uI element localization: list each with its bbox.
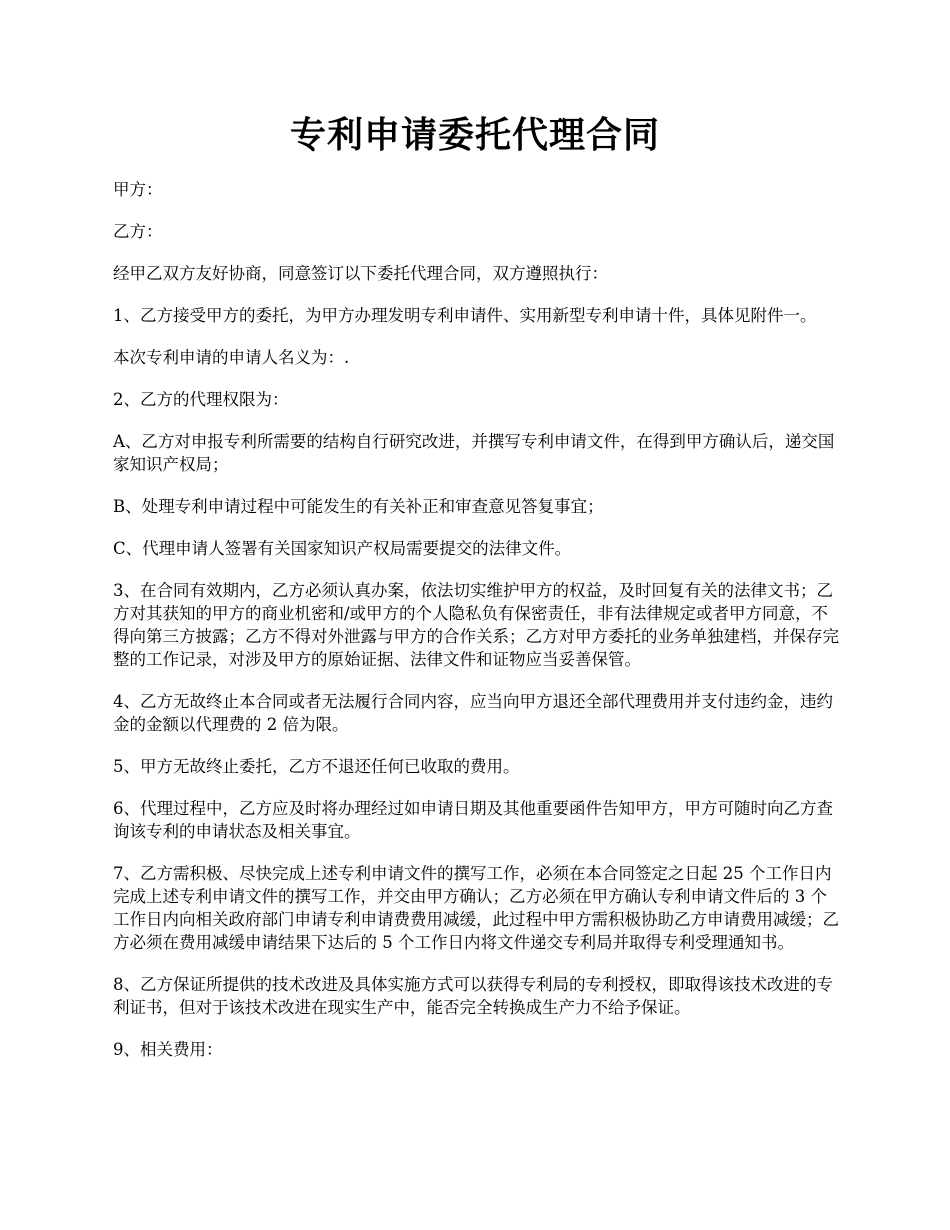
clause-2-paragraph: 2、乙方的代理权限为： xyxy=(113,390,289,409)
clause-7-paragraph: 7、乙方需积极、尽快完成上述专利申请文件的撰写工作，必须在本合同签定之日起 25 个工作日内完成上述专利申请文件的撰写工作，并交由甲方确认；乙方必须在甲方确认专利申请文件后的 3 个工作日内向相关政府部门申请专利申请费费用减缓，此过程中甲方需积极协助乙方申请费用减缓；乙方必须在费用减缓申请结果下达后的 5 个工作日内将文件递交专利局并取得专利受理通知书。 xyxy=(113,864,839,952)
clause-3-paragraph: 3、在合同有效期内，乙方必须认真办案，依法切实维护甲方的权益，及时回复有关的法律文书；乙方对其获知的甲方的商业机密和/或甲方的个人隐私负有保密责任，非有法律规定或者甲方同意，不得向第三方披露；乙方不得对外泄露与甲方的合作关系；乙方对甲方委托的业务单独建档，并保存完整的工作记录，对涉及甲方的原始证据、法律文件和证物应当妥善保管。 xyxy=(113,581,839,669)
clause-8-paragraph: 8、乙方保证所提供的技术改进及具体实施方式可以获得专利局的专利授权，即取得该技术改进的专利证书，但对于该技术改进在现实生产中，能否完全转换成生产力不给予保证。 xyxy=(113,975,833,1017)
clause-6-paragraph: 6、代理过程中，乙方应及时将办理经过如申请日期及其他重要函件告知甲方，甲方可随时向乙方查询该专利的申请状态及相关事宜。 xyxy=(113,799,833,841)
applicant-name-paragraph: 本次专利申请的申请人名义为：. xyxy=(113,348,350,367)
clause-2b-paragraph: B、处理专利申请过程中可能发生的有关补正和审查意见答复事宜； xyxy=(113,497,604,516)
preamble-paragraph: 经甲乙双方友好协商，同意签订以下委托代理合同，双方遵照执行： xyxy=(113,264,608,283)
clause-9-paragraph: 9、相关费用： xyxy=(113,1040,223,1059)
clause-1-paragraph: 1、乙方接受甲方的委托，为甲方办理发明专利申请件、实用新型专利申请十件，具体见附件一。 xyxy=(113,306,817,325)
clause-5-paragraph: 5、甲方无故终止委托，乙方不退还任何已收取的费用。 xyxy=(113,757,520,776)
clause-2c-paragraph: C、代理申请人签署有关国家知识产权局需要提交的法律文件。 xyxy=(113,539,572,558)
clause-4-paragraph: 4、乙方无故终止本合同或者无法履行合同内容，应当向甲方退还全部代理费用并支付违约金，违约金的金额以代理费的 2 倍为限。 xyxy=(113,692,833,734)
clause-2a-paragraph: A、乙方对申报专利所需要的结构自行研究改进，并撰写专利申请文件，在得到甲方确认后，递交国家知识产权局； xyxy=(113,432,835,474)
party-b-line: 乙方： xyxy=(113,222,163,241)
document-body xyxy=(113,178,843,1080)
party-a-line: 甲方： xyxy=(113,180,163,199)
document-title: 专利申请委托代理合同 xyxy=(289,114,660,156)
